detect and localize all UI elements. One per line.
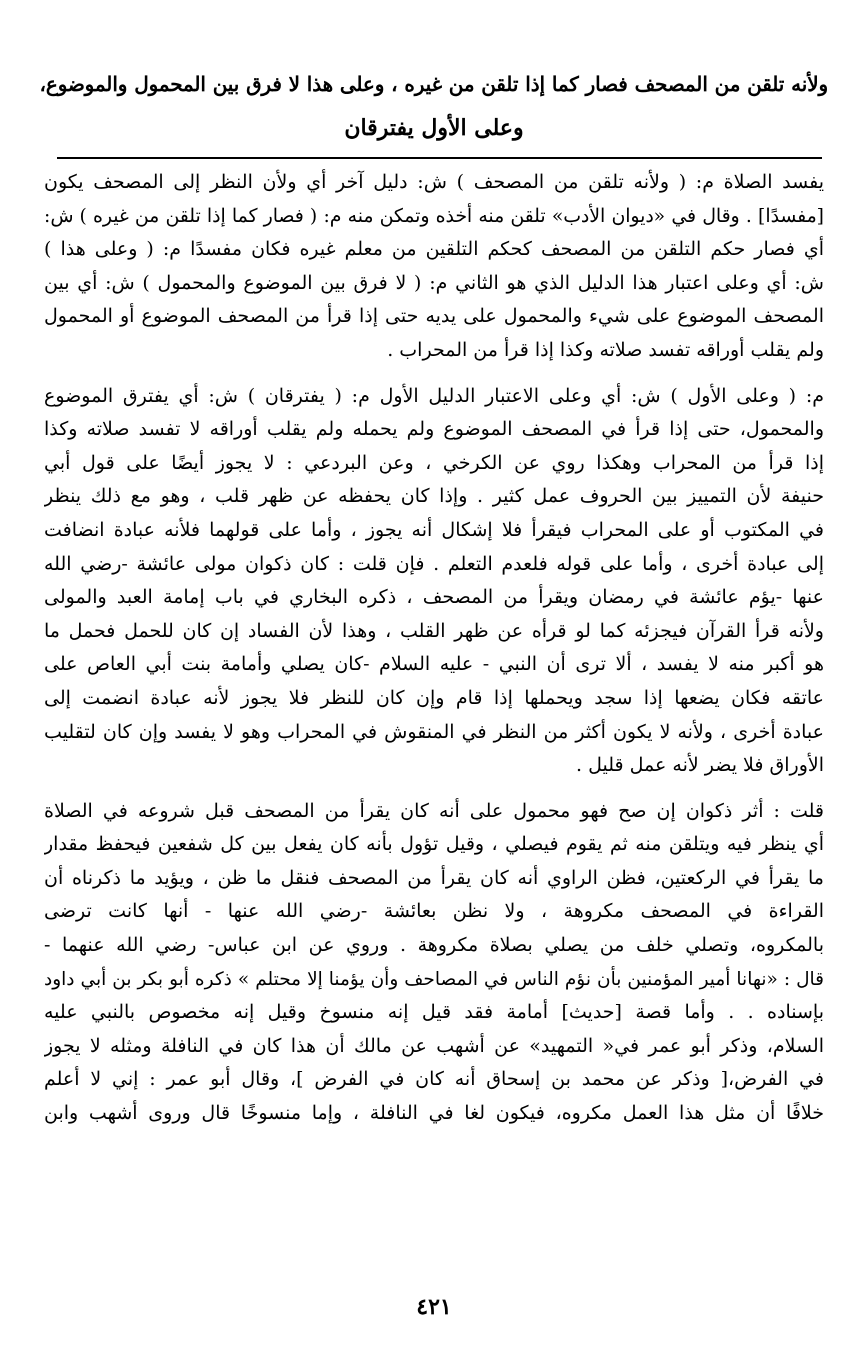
text-line: ما يقرأ في الركعتين، فظن الراوي أنه كان يقرأ من المصحف فنقل ما ظن ، ويؤيد ما ذكرناه أن	[44, 866, 824, 889]
text-line: في الفرض،[ وذكر عن محمد بن إسحاق أنه كان في الفرض ]، وقال أبو عمر : إني لا أعلم	[44, 1068, 824, 1091]
text-line: هو أكبر منه لا يفسد ، ألا ترى أن النبي - عليه السلام -كان يصلي وأمامة بنت أبي العاص على	[44, 653, 824, 676]
text-line: بإسناده . . وأما قصة [حديث] أمامة فقد قيل إنه منسوخ وقيل إنه مخصوص بالنبي عليه	[44, 1001, 824, 1024]
text-line: بالمكروه، وتصلي خلف من يصلي بصلاة مكروهة . وروي عن ابن عباس- رضي الله عنهما -	[44, 934, 824, 957]
text-line: عنها -يؤم عائشة في رمضان ويقرأ من المصحف ، ذكره البخاري في باب إمامة العبد والمولى	[44, 586, 824, 609]
matn-line: وعلى الأول يفترقان	[344, 115, 524, 141]
matn-line: ولأنه تلقن من المصحف فصار كما إذا تلقن من غيره ، وعلى هذا لا فرق بين المحمول والموضوع،	[39, 72, 828, 96]
paragraph-3	[44, 795, 824, 1131]
paragraph-1	[44, 166, 824, 368]
text-line: [مفسدًا] . وقال في «ديوان الأدب» تلقن منه أخذه وتمكن منه م: ( فصار كما إذا تلقن من غيره ) ش:	[44, 205, 824, 227]
commentary-text	[44, 166, 824, 1143]
text-line: الأوراق فلا يضر لأنه عمل قليل .	[576, 754, 824, 777]
text-line: ولأنه قرأ القرآن فيجزئه كما لو قرأه عن ظهر القلب ، وهذا لأن الفساد إن كان للحمل فحمل ما	[44, 619, 824, 642]
text-line: ولم يقلب أوراقه تفسد صلاته وكذا إذا قرأ من المحراب .	[387, 338, 824, 361]
text-line: يفسد الصلاة م: ( ولأنه تلقن من المصحف ) ش: دليل آخر أي ولأن النظر إلى المصحف يكون	[44, 171, 824, 193]
text-line: إلى عبادة أخرى ، وأما على قوله فلعدم التعلم . فإن قلت : كان ذكوان مولى عائشة -رضي الله	[44, 552, 824, 575]
text-line: قال : «نهانا أمير المؤمنين بأن نؤم الناس في المصاحف وأن يؤمنا إلا محتلم » ذكره أبو بكر بن أبي داود	[44, 968, 824, 990]
matn-text	[40, 62, 828, 150]
separator-rule	[57, 157, 822, 159]
text-line: خلافًا أن مثل هذا العمل مكروه، فيكون لغا في النافلة ، وإما منسوخًا قال وروى أشهب وابن	[44, 1102, 824, 1125]
text-line: أي فصار حكم التلقن من المصحف كحكم التلقين من معلم غيره فكان مفسدًا م: ( وعلى هذا )	[44, 238, 824, 261]
text-line: ش: أي وعلى اعتبار هذا الدليل الذي هو الثاني م: ( لا فرق بين الموضوع والمحمول ) ش: أي بين	[44, 271, 824, 294]
text-line: المصحف الموضوع على شيء والمحمول على يديه حتى إذا قرأ من المصحف الموضوع أو المحمول	[44, 305, 824, 328]
text-line: القراءة في المصحف مكروهة ، ولا نظن بعائشة -رضي الله عنها - أنها كانت ترضى	[44, 900, 824, 923]
text-line: في المكتوب أو على المحراب فيقرأ فلا إشكال أنه يجوز ، وأما على قولهما فلأنه عبادة انضافت	[44, 518, 824, 541]
text-line: عاتقه فكان يضعها إذا سجد ويحملها إذا قام وإن كان للنظر فلا يجوز لأنه عبادة انضمت إلى	[44, 686, 824, 709]
text-line: قلت : أثر ذكوان إن صح فهو محمول على أنه كان يقرأ من المصحف قبل شروعه في الصلاة	[44, 799, 824, 822]
page-number: ٤٢١	[416, 1294, 452, 1320]
text-line: إذا قرأ من المحراب وهكذا روي عن الكرخي ، وعن البردعي : لا يجوز أيضًا على قول أبي	[44, 451, 824, 474]
text-line: حنيفة لأن التمييز بين الحروف عمل كثير . وإذا كان يحفظه عن ظهر قلب ، وهو مع ذلك ينظر	[44, 485, 824, 508]
paragraph-2	[44, 380, 824, 783]
text-line: السلام، وذكر أبو عمر في« التمهيد» عن أشهب عن مالك أن هذا كان في النافلة ومثله لا يجوز	[44, 1034, 824, 1057]
text-line: م: ( وعلى الأول ) ش: أي وعلى الاعتبار الدليل الأول م: ( يفترقان ) ش: أي يفترق الموضوع	[44, 384, 824, 407]
text-line: أي ينظر فيه ويتلقن منه ثم يقوم فيصلي ، وقيل تؤول بأنه كان يفعل بين كل شفعين فيحفظ مقدار	[44, 833, 824, 856]
text-line: والمحمول، حتى إذا قرأ في المصحف الموضوع ولم يحمله ولم يقلب أوراقه لا تفسد صلاته وكذا	[44, 418, 824, 441]
text-line: عبادة أخرى ، ولأنه لا يكون أكثر من النظر في المنقوش في المحراب وهو لا يفسد وإن كان لتقليب	[44, 720, 824, 743]
